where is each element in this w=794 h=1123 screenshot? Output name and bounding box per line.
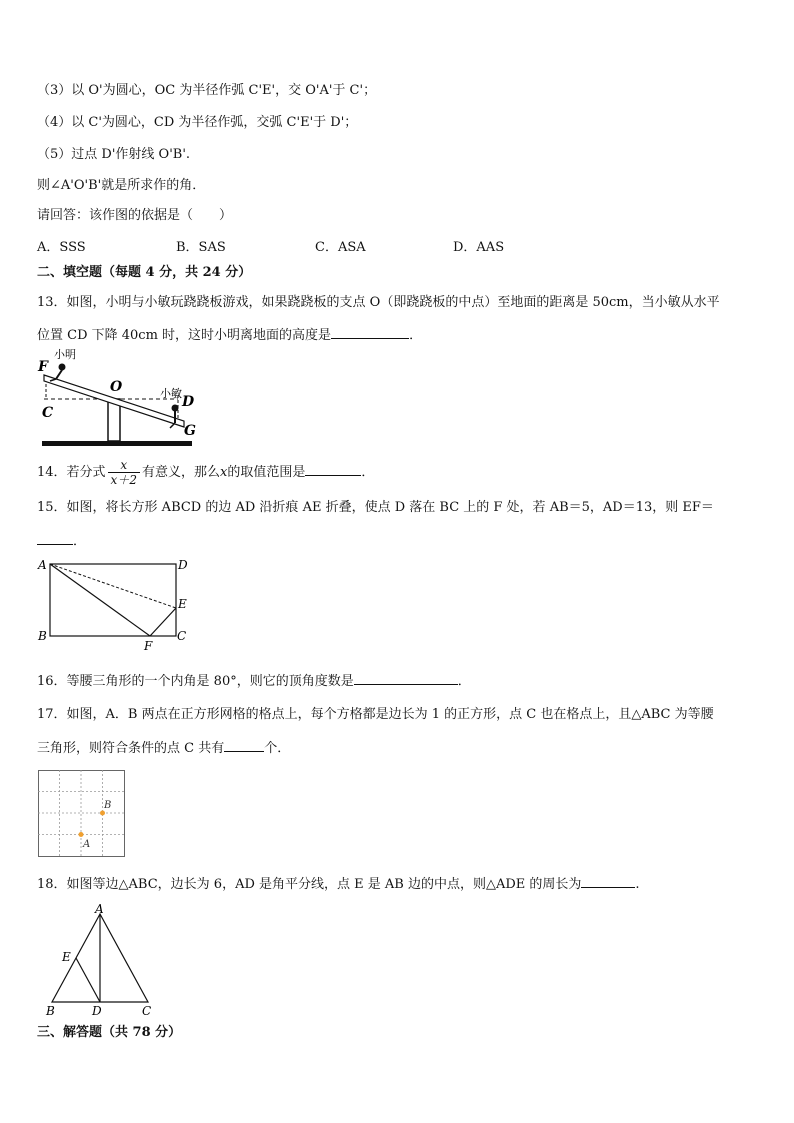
label-xiaoming: 小明 (54, 348, 76, 361)
q14-denominator: x＋2 (110, 473, 137, 487)
q13-answer-blank[interactable] (331, 324, 409, 339)
q12-question: 请回答：该作图的依据是（ ） (37, 208, 233, 223)
segment-fe (150, 608, 176, 636)
xiaoming-body (56, 370, 62, 379)
seesaw-figure (38, 345, 198, 455)
label-a: A (95, 902, 104, 916)
label-xiaomin: 小敏 (160, 387, 182, 400)
section2-title: 二、填空题（每题 4 分，共 24 分） (37, 265, 252, 280)
q17-end: 个． (264, 741, 291, 756)
q18-line (37, 873, 640, 894)
q12-step-5: （5）过点 D'作射线 O'B'. (37, 147, 191, 162)
q18-end: . (635, 877, 640, 892)
q14-suffix: 的取值范围是 (227, 465, 306, 480)
q14-prefix: 14．若分式 (37, 465, 106, 480)
label-b: B (104, 800, 112, 811)
rectangle-fold-figure (36, 556, 196, 653)
q14-var: x (219, 465, 228, 480)
label-e: E (178, 597, 187, 611)
segment-af (50, 564, 150, 636)
grid-lines (38, 770, 125, 857)
q17-line1: 17．如图，A．B 两点在正方形网格的格点上，每个方格都是边长为 1 的正方形，点 C 也在格点上，且△ABC 为等腰 (37, 707, 714, 722)
q15-answer-blank[interactable] (37, 530, 73, 545)
label-c: C (142, 1004, 152, 1018)
q13-end: ． (409, 328, 423, 343)
q12-option-b: B．SAS (176, 240, 226, 255)
equilateral-triangle-figure (44, 904, 168, 1020)
point-b-dot (100, 811, 105, 816)
q12-option-d: D．AAS (453, 240, 505, 255)
label-f: F (38, 359, 48, 375)
q17-answer-blank[interactable] (224, 737, 264, 752)
q15-end: ． (73, 534, 87, 549)
q12-step-4: （4）以 C'为圆心，CD 为半径作弧，交弧 C'E'于 D'； (37, 115, 358, 130)
q12-conclusion: 则∠A'O'B'就是所求作的角． (37, 178, 206, 193)
q14-numerator: x (108, 458, 140, 473)
label-o: O (110, 379, 123, 395)
segment-ed (76, 958, 100, 1002)
q17-line2 (37, 737, 290, 758)
rectangle-abcd (50, 564, 176, 636)
q12-step-3: （3）以 O'为圆心，OC 为半径作弧 C'E'，交 O'A'于 C'； (37, 83, 377, 98)
label-a: A (38, 558, 47, 572)
label-a: A (83, 839, 91, 850)
fold-ae-dashed (50, 564, 176, 608)
section3-title: 三、解答题（共 78 分） (37, 1025, 182, 1040)
q15-line1: 15．如图，将长方形 ABCD 的边 AD 沿折痕 AE 折叠，使点 D 落在 BC 上的 F 处，若 AB＝5，AD＝13，则 EF＝ (37, 500, 714, 515)
q15-line2 (37, 530, 86, 551)
label-d: D (182, 394, 195, 410)
q13-line2 (37, 324, 422, 345)
label-d: D (178, 558, 188, 572)
q12-option-c: C．ASA (315, 240, 366, 255)
label-b: B (38, 629, 47, 643)
q16-answer-blank[interactable] (354, 670, 458, 685)
q16-text: 16．等腰三角形的一个内角是 80°，则它的顶角度数是 (37, 674, 354, 689)
label-c: C (177, 629, 187, 643)
q14-answer-blank[interactable] (305, 461, 361, 476)
q13-line1: 13．如图，小明与小敏玩跷跷板游戏，如果跷跷板的支点 O（即跷跷板的中点）至地面的距离是 50cm，当小敏从水平 (37, 295, 720, 310)
grid-border (39, 771, 125, 857)
grid-figure (38, 770, 126, 858)
label-b: B (46, 1004, 55, 1018)
q14-line (37, 458, 374, 488)
label-f: F (144, 639, 153, 653)
label-d: D (92, 1004, 102, 1018)
q17-line2-text: 三角形，则符合条件的点 C 共有 (37, 741, 225, 756)
label-e: E (62, 950, 71, 964)
q12-option-a: A．SSS (37, 240, 86, 255)
label-g: G (184, 423, 196, 439)
q14-mid: 有意义，那么 (141, 465, 220, 480)
xiaomin-head (172, 405, 179, 412)
label-c: C (42, 405, 54, 421)
q13-line2-text: 位置 CD 下降 40cm 时，这时小明离地面的高度是 (37, 328, 332, 343)
q16-line (37, 670, 471, 691)
point-a-dot (79, 832, 84, 837)
q14-end: ． (361, 465, 375, 480)
q18-text: 18．如图等边△ABC，边长为 6，AD 是角平分线，点 E 是 AB 边的中点，则△ADE 的周长为 (37, 877, 582, 892)
q18-answer-blank[interactable] (581, 873, 635, 888)
xiaoming-head (59, 364, 66, 371)
q16-end: ． (457, 674, 471, 689)
q14-fraction (108, 458, 140, 487)
